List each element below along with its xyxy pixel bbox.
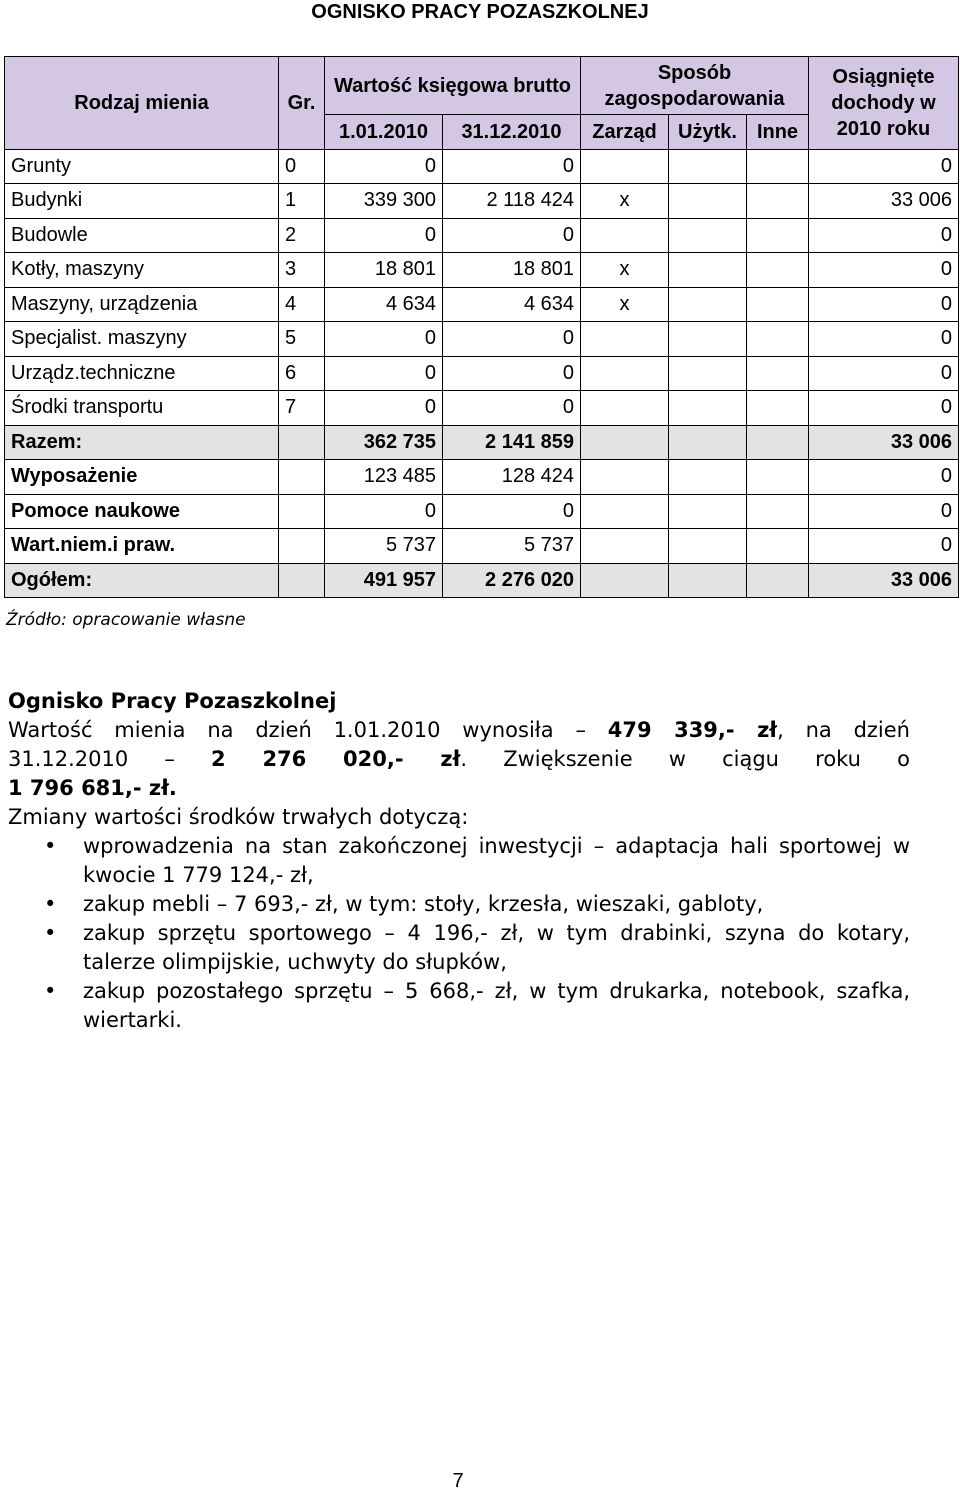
- row-gr: [279, 529, 325, 564]
- row-uzytk: [669, 149, 747, 184]
- row-value-start: 123 485: [325, 460, 443, 495]
- table-row: [5, 391, 959, 426]
- value-end: 2 276 020,- zł: [211, 747, 461, 771]
- row-gr: 4: [279, 287, 325, 322]
- row-zarzad: [581, 563, 669, 598]
- row-value-end: 0: [443, 322, 581, 357]
- row-inne: [747, 563, 809, 598]
- value-sentence-line-2: [8, 745, 910, 774]
- subtotal-row: [5, 425, 959, 460]
- value-prefix: Wartość mienia na dzień 1.01.2010 wynosiła –: [8, 718, 586, 742]
- increase-value: 1 796 681,- zł.: [8, 776, 177, 800]
- row-value-start: 0: [325, 149, 443, 184]
- row-income: 0: [809, 356, 959, 391]
- table-row: [5, 529, 959, 564]
- list-item-text: zakup pozostałego sprzętu – 5 668,- zł, w tym drukarka, notebook, szafka, wiertarki.: [83, 979, 910, 1032]
- row-income: 0: [809, 460, 959, 495]
- row-uzytk: [669, 391, 747, 426]
- bullet-icon: •: [44, 892, 57, 916]
- row-label: Wart.niem.i praw.: [5, 529, 279, 564]
- document-title: OGNISKO PRACY POZASZKOLNEJ: [311, 1, 649, 23]
- list-item: [8, 919, 910, 977]
- row-value-end: 2 276 020: [443, 563, 581, 598]
- row-inne: [747, 149, 809, 184]
- row-income: 0: [809, 391, 959, 426]
- row-value-end: 18 801: [443, 253, 581, 288]
- row-inne: [747, 494, 809, 529]
- row-value-end: 0: [443, 149, 581, 184]
- row-zarzad: [581, 460, 669, 495]
- row-label: Ogółem:: [5, 563, 279, 598]
- list-item: [8, 977, 910, 1035]
- summary-section: [8, 687, 910, 1035]
- row-label: Razem:: [5, 425, 279, 460]
- value-sentence-line-1: [8, 716, 910, 745]
- row-inne: [747, 253, 809, 288]
- table-row: [5, 149, 959, 184]
- summary-heading: Ognisko Pracy Pozaszkolnej: [8, 689, 337, 713]
- bullet-icon: •: [44, 979, 57, 1003]
- table-source-note: Źródło: opracowanie własne: [6, 610, 246, 630]
- list-item-text: zakup mebli – 7 693,- zł, w tym: stoły, krzesła, wieszaki, gabloty,: [83, 892, 764, 916]
- header-rodzaj: Rodzaj mienia: [5, 57, 279, 150]
- row-income: 0: [809, 287, 959, 322]
- row-gr: [279, 425, 325, 460]
- table-row: [5, 356, 959, 391]
- header-sposob: Sposób zagospodarowania: [581, 57, 809, 115]
- table-row: [5, 184, 959, 219]
- list-item: [8, 890, 910, 919]
- row-inne: [747, 356, 809, 391]
- row-value-end: 0: [443, 356, 581, 391]
- value-sentence-line-3: [8, 774, 910, 803]
- row-uzytk: [669, 287, 747, 322]
- row-label: Grunty: [5, 149, 279, 184]
- row-gr: 0: [279, 149, 325, 184]
- row-gr: 3: [279, 253, 325, 288]
- bullet-icon: •: [44, 921, 57, 945]
- header-gr: Gr.: [279, 57, 325, 150]
- table-row: [5, 287, 959, 322]
- row-uzytk: [669, 218, 747, 253]
- bullet-icon: •: [44, 834, 57, 858]
- header-dochody: Osiągnięte dochody w 2010 roku: [809, 57, 959, 150]
- row-zarzad: x: [581, 287, 669, 322]
- row-gr: 5: [279, 322, 325, 357]
- row-gr: 1: [279, 184, 325, 219]
- header-date-start: 1.01.2010: [325, 115, 443, 150]
- row-uzytk: [669, 425, 747, 460]
- date-end: 31.12.2010 –: [8, 747, 175, 771]
- total-row: [5, 563, 959, 598]
- row-income: 33 006: [809, 563, 959, 598]
- page-number: 7: [452, 1470, 464, 1492]
- row-value-start: 4 634: [325, 287, 443, 322]
- row-value-start: 0: [325, 322, 443, 357]
- row-income: 0: [809, 322, 959, 357]
- row-zarzad: [581, 494, 669, 529]
- row-inne: [747, 287, 809, 322]
- row-value-start: 0: [325, 494, 443, 529]
- table-row: [5, 494, 959, 529]
- row-value-end: 4 634: [443, 287, 581, 322]
- changes-intro: Zmiany wartości środków trwałych dotyczą:: [8, 805, 469, 829]
- table-row: [5, 218, 959, 253]
- header-date-end: 31.12.2010: [443, 115, 581, 150]
- row-uzytk: [669, 184, 747, 219]
- row-value-start: 362 735: [325, 425, 443, 460]
- header-row-1: [5, 57, 959, 115]
- row-value-start: 0: [325, 391, 443, 426]
- header-inne: Inne: [747, 115, 809, 150]
- row-inne: [747, 322, 809, 357]
- row-inne: [747, 218, 809, 253]
- row-zarzad: x: [581, 184, 669, 219]
- row-gr: 7: [279, 391, 325, 426]
- row-zarzad: [581, 391, 669, 426]
- row-label: Środki transportu: [5, 391, 279, 426]
- row-label: Budynki: [5, 184, 279, 219]
- header-wartosc: Wartość księgowa brutto: [325, 57, 581, 115]
- row-zarzad: [581, 218, 669, 253]
- row-zarzad: [581, 322, 669, 357]
- row-label: Urządz.techniczne: [5, 356, 279, 391]
- row-inne: [747, 529, 809, 564]
- row-inne: [747, 460, 809, 495]
- row-label: Maszyny, urządzenia: [5, 287, 279, 322]
- row-label: Kotły, maszyny: [5, 253, 279, 288]
- row-value-end: 0: [443, 218, 581, 253]
- row-income: 33 006: [809, 425, 959, 460]
- row-gr: [279, 494, 325, 529]
- row-label: Wyposażenie: [5, 460, 279, 495]
- row-value-end: 0: [443, 391, 581, 426]
- row-income: 0: [809, 529, 959, 564]
- row-gr: [279, 563, 325, 598]
- row-zarzad: [581, 356, 669, 391]
- row-value-start: 0: [325, 218, 443, 253]
- row-uzytk: [669, 322, 747, 357]
- row-gr: 2: [279, 218, 325, 253]
- row-gr: 6: [279, 356, 325, 391]
- row-zarzad: [581, 149, 669, 184]
- changes-list: [8, 832, 910, 1035]
- value-start: 479 339,- zł: [607, 718, 778, 742]
- table-row: [5, 322, 959, 357]
- row-uzytk: [669, 529, 747, 564]
- row-income: 0: [809, 253, 959, 288]
- table-row: [5, 460, 959, 495]
- row-value-end: 0: [443, 494, 581, 529]
- row-income: 0: [809, 218, 959, 253]
- row-uzytk: [669, 563, 747, 598]
- list-item-text: zakup sprzętu sportowego – 4 196,- zł, w tym drabinki, szyna do kotary, talerze olimpijskie, uchwyty do słupków,: [83, 921, 910, 974]
- row-inne: [747, 425, 809, 460]
- row-value-end: 128 424: [443, 460, 581, 495]
- row-label: Specjalist. maszyny: [5, 322, 279, 357]
- row-uzytk: [669, 460, 747, 495]
- list-item-text: wprowadzenia na stan zakończonej inwestycji – adaptacja hali sportowej w kwocie 1 779 124,- zł,: [83, 834, 910, 887]
- row-inne: [747, 184, 809, 219]
- row-income: 0: [809, 149, 959, 184]
- list-item: [8, 832, 910, 890]
- header-uzytk: Użytk.: [669, 115, 747, 150]
- row-gr: [279, 460, 325, 495]
- increase-text: . Zwiększenie w ciągu roku o: [460, 747, 910, 771]
- row-value-start: 339 300: [325, 184, 443, 219]
- row-value-end: 2 141 859: [443, 425, 581, 460]
- value-mid: , na dzień: [777, 718, 910, 742]
- row-label: Pomoce naukowe: [5, 494, 279, 529]
- row-inne: [747, 391, 809, 426]
- row-income: 33 006: [809, 184, 959, 219]
- row-uzytk: [669, 356, 747, 391]
- row-label: Budowle: [5, 218, 279, 253]
- row-value-end: 2 118 424: [443, 184, 581, 219]
- table-row: [5, 253, 959, 288]
- assets-table: [4, 56, 959, 598]
- row-value-end: 5 737: [443, 529, 581, 564]
- row-uzytk: [669, 253, 747, 288]
- row-zarzad: [581, 529, 669, 564]
- row-value-start: 0: [325, 356, 443, 391]
- row-income: 0: [809, 494, 959, 529]
- row-zarzad: x: [581, 253, 669, 288]
- row-zarzad: [581, 425, 669, 460]
- row-value-start: 5 737: [325, 529, 443, 564]
- header-zarzad: Zarząd: [581, 115, 669, 150]
- row-value-start: 491 957: [325, 563, 443, 598]
- row-uzytk: [669, 494, 747, 529]
- row-value-start: 18 801: [325, 253, 443, 288]
